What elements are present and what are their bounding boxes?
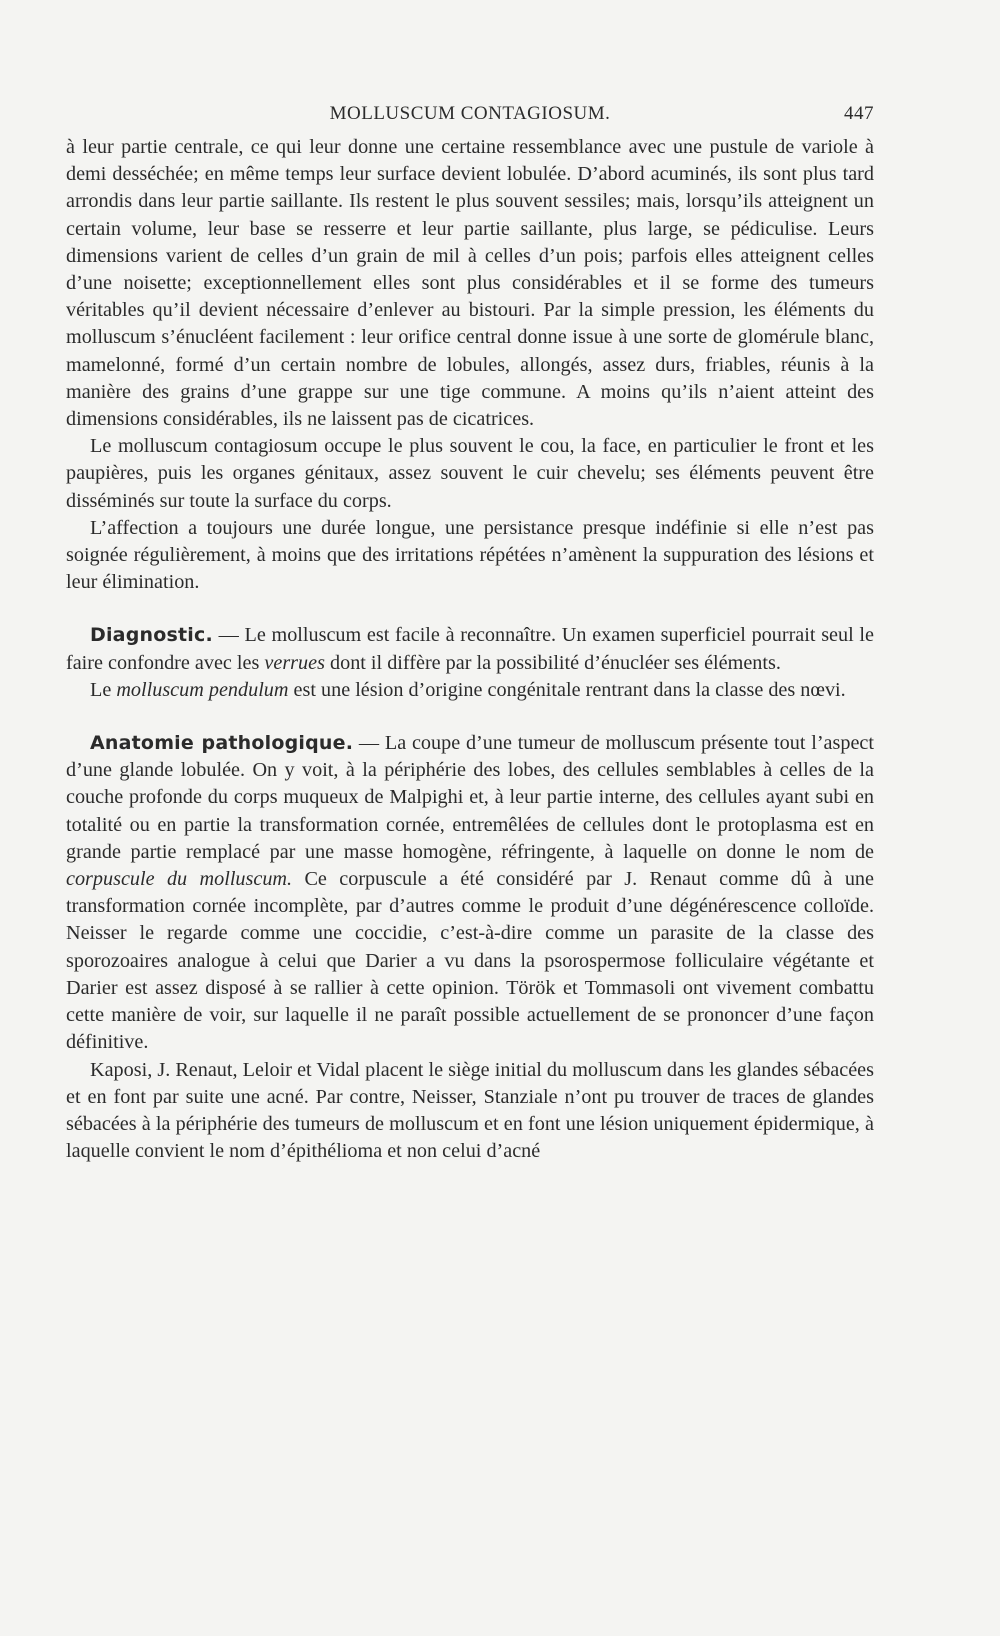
pendulum-paragraph [66,677,874,704]
anatomy-heading: Anatomie pathologique. [90,732,354,755]
body-text [66,134,874,1165]
anatomy-text-start: — La coupe d’une tumeur de molluscum présente tout l’aspect d’une glande lobulée. On y voit, à la périphérie des lobes, des cellules semblables à celles de la couche profonde du corps muqueux de Malpighi et, à leur partie interne, des cellules ayant subi en totalité ou en partie la transformation cornée, entremêlées de cellules dont le protoplasma est en grande partie remplacé par une masse homogène, réfringente, à laquelle on donne le nom de [66,732,874,863]
running-header [66,103,874,129]
diagnostic-italic-term: verrues [264,651,325,674]
diagnostic-paragraph [66,622,874,676]
diagnostic-heading: Diagnostic. [90,624,213,647]
pendulum-italic-term: molluscum pendulum [116,678,289,701]
diagnostic-text-start: — Le molluscum est facile à reconnaître. Un examen superficiel pourrait seul le faire confondre avec les [66,624,874,674]
paragraph-location: Le molluscum contagiosum occupe le plus souvent le cou, la face, en particulier le front et les paupières, puis les organes génitaux, assez souvent le cuir chevelu; ses éléments peuvent être disséminés sur toute la surface du corps. [66,435,874,512]
running-title: MOLLUSCUM CONTAGIOSUM. [329,103,611,124]
section-spacer [66,596,874,622]
pendulum-text-end: est une lésion d’origine congénitale rentrant dans la classe des nœvi. [288,678,846,701]
anatomy-text-end: Ce corpuscule a été considéré par J. Renaut comme dû à une transformation cornée incomplète, par d’autres comme le produit d’une dégénérescence colloïde. Neisser le regarde comme une coccidie, c’est-à-dire comme un parasite de la classe des sporozoaires analogue à celui que Darier a vu dans la psorospermose folliculaire végétante et Darier est assez disposé à se rallier à cette opinion. Török et Tommasoli ont vivement combattu cette manière de voir, sur laquelle il ne paraît possible actuellement de se prononcer d’une façon définitive. [66,868,874,1054]
section-spacer [66,704,874,730]
anatomy-italic-term: corpuscule du molluscum. [66,868,293,891]
page-number: 447 [844,103,874,124]
pathogenesis-paragraph: Kaposi, J. Renaut, Leloir et Vidal placent le siège initial du molluscum dans les glandes sébacées et en font par suite une acné. Par contre, Neisser, Stanziale n’ont pu trouver de traces de glandes sébacées à la périphérie des tumeurs de molluscum et en font une lésion uniquement épidermique, à laquelle convient le nom d’épithélioma et non celui d’acné [66,1058,874,1163]
diagnostic-text-end: dont il diffère par la possibilité d’énucléer ses éléments. [324,651,781,674]
anatomy-paragraph [66,730,874,1056]
pendulum-text-start: Le [90,678,117,701]
paragraph-evolution: L’affection a toujours une durée longue, une persistance presque indéfinie si elle n’est pas soignée régulièrement, à moins que des irritations répétées n’amènent la suppuration des lésions et leur élimination. [66,516,874,594]
paragraph-continuation: à leur partie centrale, ce qui leur donne une certaine ressemblance avec une pustule de variole à demi desséchée; en même temps leur surface devient lobulée. D’abord acuminés, ils sont plus tard arrondis dans leur partie saillante. Ils restent le plus souvent sessiles; mais, lorsqu’ils atteignent un certain volume, leur base se resserre et leur partie saillante, plus large, se pédiculise. Leurs dimensions varient de celles d’un grain de mil à celles d’un pois; parfois elles atteignent celles d’une noisette; exceptionnellement elles sont plus considérables et il se forme des tumeurs véritables qu’il devient nécessaire d’enlever au bistouri. Par la simple pression, les éléments du molluscum s’énucléent facilement : leur orifice central donne issue à une sorte de glomérule blanc, mamelonné, formé d’un certain nombre de lobules, allongés, assez durs, friables, réunis à la manière des grains d’une grappe sur une tige commune. A moins qu’ils n’aient atteint des dimensions considérables, ils ne laissent pas de cicatrices. [66,136,874,431]
